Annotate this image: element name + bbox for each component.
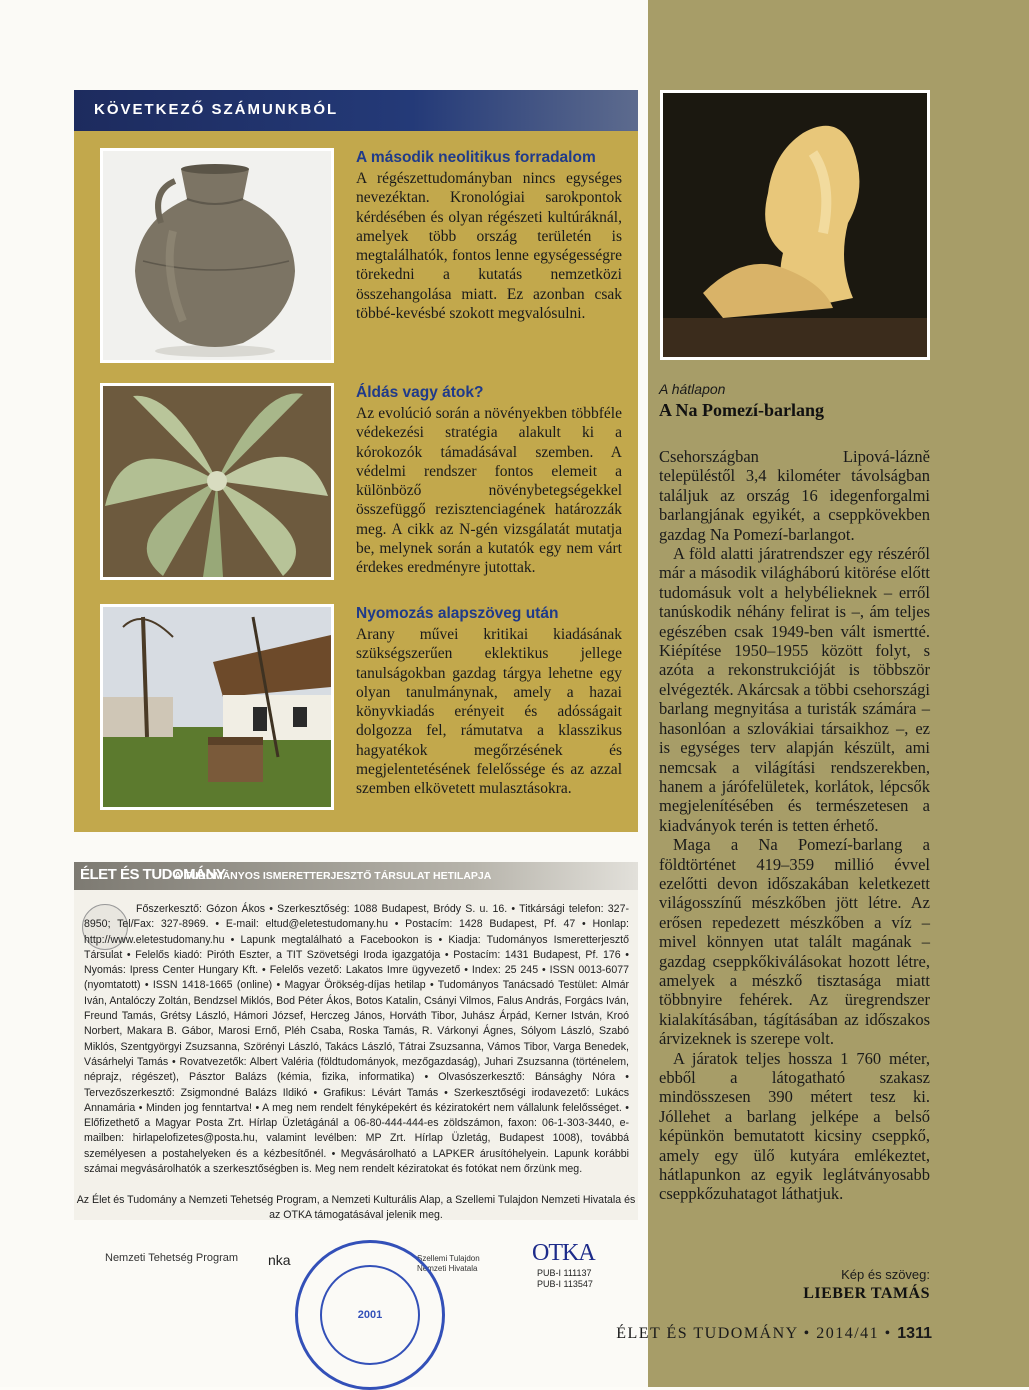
masthead-box xyxy=(74,862,638,1220)
page-footer xyxy=(607,1325,932,1343)
paragraph: Csehországban Lipová-lázně településtől 3,4 kilométer távolságban találjuk az ország 16 idegenforgalmi barlangjának egyikét, a cseppkövekben gazdag Na Pomezí-barlangot. xyxy=(659,447,930,544)
masthead-subtitle: A TUDOMÁNYOS ISMERETTERJESZTŐ TÁRSULAT HETILAPJA xyxy=(174,870,492,882)
author-name: LIEBER TAMÁS xyxy=(803,1285,930,1302)
paragraph: A föld alatti járatrendszer egy részéről már a második világháború kitörése előtt tudomásuk volt a helybélieknek – erről tanúskodik néhány felirat is –, ám teljes egészében csak 1949-ben vált ismertté. Kiépítése 1950–1955 között folyt, s azóta a rekonstrukcióját is többször elvégezték. Akárcsak a többi csehországi barlang megnyitása a turisták számára – hasonlóan a szlovákiai társaikhoz –, ez is egységes terv alapján készült, ami nemcsak a világítási rendszerekben, hanem a járófelületek, korlátok, lépcsők megjelenítésében és természetesen a kiadványok terén is tetten érhető. xyxy=(659,544,930,835)
journal-name: ÉLET ÉS TUDOMÁNY xyxy=(616,1325,799,1342)
article-body: Arany művei kritikai kiadásának szükségszerűen eklektikus jellege tanulságokban gazdag tárgya lehetne egy olyan tanulmánynak, amely a hazai könyvkiadás erényeit és adósságait dolgozza fel, rámutatva a klasszikus hagyatékok megőrzésének és megjelentetésének felelőssége és az azzal szemben elkövetett mulasztásokra. xyxy=(356,626,622,798)
page-number: 1311 xyxy=(897,1325,932,1342)
article-title: A második neolitikus forradalom xyxy=(356,149,596,166)
footer-separator: • xyxy=(884,1325,898,1342)
leaf-illustration xyxy=(103,386,331,577)
tobacco-leaf-image xyxy=(100,383,334,580)
back-cover-title: A Na Pomezí-barlang xyxy=(659,400,824,420)
back-cover-label: A hátlapon xyxy=(659,381,726,397)
masthead-imprint xyxy=(84,902,629,1177)
article-blessing-curse-text xyxy=(356,383,622,578)
back-cover-article xyxy=(659,447,930,1204)
article-body: A régészettudományban nincs egységes nevezéktan. Kronológiai sarokpontok kérdésében és olyan régészeti kultúráknál, amelyek több ország területén is megtalálhatók, fontos lenne egységességre törekedni a kutatás nemzetközi összehangolása miatt. Ez azonban csak többé-kevésbé szokott megvalósulni. xyxy=(356,170,622,323)
issue-number: 2014/41 xyxy=(816,1325,880,1342)
cave-formation-image xyxy=(660,90,930,360)
stamp-inner-ring xyxy=(320,1265,420,1365)
vase-illustration xyxy=(103,151,331,360)
otka-logo: OTKA xyxy=(532,1240,595,1266)
vase-image xyxy=(100,148,334,363)
footer-separator: • xyxy=(803,1325,817,1342)
ntp-logo: Nemzeti Tehetség Program xyxy=(105,1252,239,1264)
article-neolithic-text xyxy=(356,148,622,323)
stamp-year: 2001 xyxy=(357,1309,383,1321)
next-issue-heading: KÖVETKEZŐ SZÁMUNKBÓL xyxy=(94,101,339,118)
article-title: Áldás vagy átok? xyxy=(356,384,484,401)
imprint-text: Főszerkesztő: Gózon Ákos • Szerkesztőség: 1088 Budapest, Bródy S. u. 16. • Titkársági telefon: 327-8950; Tel/Fax: 327-8969. • E-mail: eltud@eletestudomany.hu • Postacím: 1428 Budapest, Pf. 47 • Honlap: http://www.eletestudomany.hu • Lapunk megtalálható a Facebookon is • Kiadja: Tudományos Ismeretterjesztő Társulat • Felelős kiadó: Piróth Eszter, a TIT Szövetségi Iroda igazgatója • Postacím: 1431 Budapest, Pf. 176 • Nyomás: Ipress Center Hungary Kft. • Felelős vezető: Lakatos Imre ügyvezető • Index: 25 245 • ISSN 0013-6077 (nyomtatott) • ISSN 1418-1665 (online) • Magyar Örökség-díjas hetilap • Tudományos Tanácsadó Testület: Almár Iván, Antalóczy Zoltán, Bendzsel Miklós, Bod Péter Ákos, Botos Katalin, Csányi Vilmos, Falus András, Forgács Iván, Freund Tamás, Grétsy László, Hámori József, Herczeg János, Horváth Tibor, Juhász Árpád, Kerner István, Kroó Norbert, Makara B. Gábor, Marosi Ernő, Pléh Csaba, Roska Tamás, R. Várkonyi Ágnes, Sólyom László, Szabó Miklós, Szentgyörgyi Zsuzsanna, Szörényi László, Takács László, Tátrai Zsuzsanna, Vámos Tibor, Varga Benedek, Vásárhelyi Tamás • Rovatvezetők: Albert Valéria (földtudományok, mezőgazdaság), Juhari Zsuzsanna (történelem, néprajz, régészet), Pásztor Balázs (kémia, fizika, informatika) • Olvasószerkesztő: Bánsághy Nóra • Tervezőszerkesztő: Zsigmondné Balázs Ildikó • Grafikus: Lévárt Tamás • Szerkesztőségi irodavezető: Lukács Annamária • Minden jog fenntartva! • A meg nem rendelt fényképekért és kéziratokért nem vállalunk felelősséget. • Előfizethető a Magyar Posta Zrt. Hírlap Üzletágánál a 06-80-444-444-es zöldszámon, faxon: 06-1-303-3440, e-mailben: hirlapelofizetes@posta.hu, valamint levélben: MP Zrt. Hírlap Üzletág, Budapest 1008), továbbá személyesen a postahelyeken és a kézbesítőnél. • Megvásárolható a LAPKER árusítóhelyein. Lapunk korábbi számai megvásárolhatók a szerkesztőségben is. Meg nem rendelt kéziratokat és fotókat nem őrzünk meg. xyxy=(84,903,629,1176)
article-title: Nyomozás alapszöveg után xyxy=(356,605,559,622)
nka-logo: nka xyxy=(268,1252,291,1268)
article-body: Az evolúció során a növényekben többféle védekezési stratégia alakult ki a kórokozók támadásával szemben. A védelmi rendszer fontos elemeit a különböző növénybetegségekkel összefüggő rezisztenciagének határozzák meg. A cikk az N-gén vizsgálatát mutatja be, melynek során a kutatók egy nem várt érdekes eredményre jutottak. xyxy=(356,405,622,577)
otka-code: PUB-I 111137 xyxy=(537,1268,592,1278)
farmhouse-illustration xyxy=(103,607,331,807)
szellemi-tulajdon-logo: Szellemi Tulajdon Nemzeti Hivatala xyxy=(417,1254,480,1273)
next-issue-header xyxy=(74,90,638,131)
cave-illustration xyxy=(663,93,927,357)
otka-code: PUB-I 113547 xyxy=(537,1279,593,1289)
masthead-logo: ÉLET ÉS TUDOMÁNY xyxy=(80,866,226,883)
support-statement: Az Élet és Tudomány a Nemzeti Tehetség Program, a Nemzeti Kulturális Alap, a Szellemi Tulajdon Nemzeti Hivatala és az OTKA támogatásával jelenik meg. xyxy=(76,1194,636,1221)
paragraph: A járatok teljes hossza 1 760 méter, ebből a látogatható szakasz mindösszesen 390 métert tesz ki. Jóllehet a barlang jelképe a belső képünkön bemutatott kicsiny cseppkő, amely egy ülő kutyára emlékeztet, hátlapunkon az egyik leglátványosabb cseppkőzuhatagot láthatjuk. xyxy=(659,1048,930,1204)
otka-codes xyxy=(537,1268,593,1290)
masthead-header xyxy=(74,862,638,890)
article-investigation-text xyxy=(356,604,622,799)
farmhouse-image xyxy=(100,604,334,810)
photo-credit-label: Kép és szöveg: xyxy=(841,1267,930,1282)
paragraph: Maga a Na Pomezí-barlang a földtörténet 419–359 millió évvel ezelőtti devon időszakában keletkezett világosszínű mészkőben jött létre. Az erősen repedezett mészkőben a víz – mivel könnyen utat talált magának – gazdag cseppkőkiválásokat hozott létre, amelyek a mészkő tisztasága miatt többnyire fehérek. Az üregrendszer kialakításában, tágításában az időszakos árvizeknek is szerepe volt. xyxy=(659,835,930,1049)
library-stamp xyxy=(295,1240,445,1390)
next-issue-box xyxy=(74,90,638,832)
